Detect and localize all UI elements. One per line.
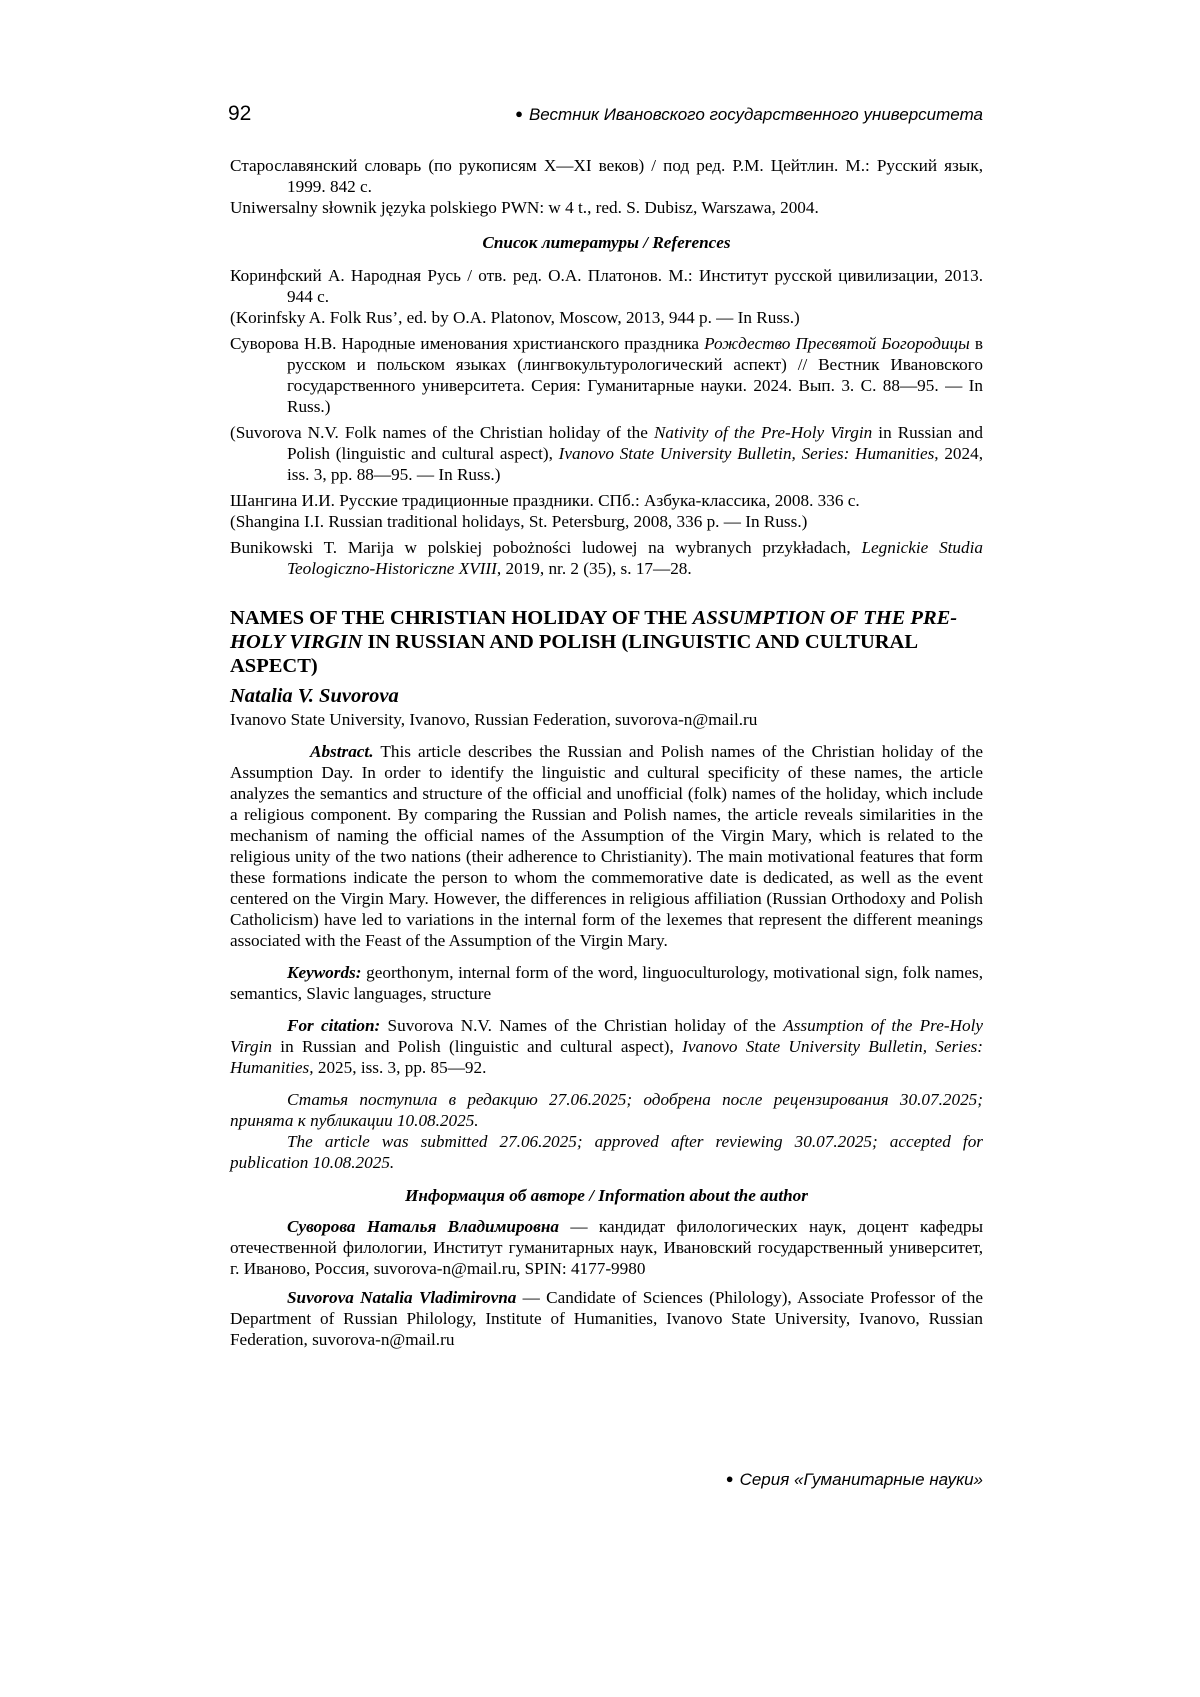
author-bio-ru: Суворова Наталья Владимировна — кандидат филологических наук, доцент кафедры отечественной филологии, Институт гуманитарных наук, Ивановский государственный университет, г. Иваново, Россия, suvorova-n@mail.ru, SPIN: 4177-9980 [230, 1216, 983, 1279]
reference-item: Шангина И.И. Русские традиционные праздники. СПб.: Азбука-классика, 2008. 336 с. [230, 490, 983, 511]
reference-item: Суворова Н.В. Народные именования христианского праздника Рождество Пресвятой Богородицы в русском и польском языках (лингвокультурологический аспект) // Вестник Ивановского государственного университета. Серия: Гуманитарные науки. 2024. Вып. 3. С. 88—95. — In Russ.) [230, 333, 983, 417]
abstract: Abstract. This article describes the Russian and Polish names of the Christian holiday of the Assumption Day. In order to identify the linguistic and cultural specificity of these names, the article analyzes the semantics and structure of the official and unofficial (folk) names of the holiday, which include a religious component. By comparing the Russian and Polish names, the article reveals similarities in the mechanism of naming the official names of the Assumption of the Virgin Mary, which is related to the religious unity of the two nations (their adherence to Christianity). The main motivational features that form these formations indicate the person to whom the commemorative date is dedicated, as well as the event centered on the Virgin Mary. However, the differences in religious affiliation (Russian Orthodoxy and Polish Catholicism) have led to variations in the internal form of the lexemes that represent the different meanings associated with the Feast of the Assumption of the Virgin Mary. [230, 741, 983, 951]
journal-title [515, 105, 983, 125]
dates-ru: Статья поступила в редакцию 27.06.2025; одобрена после рецензирования 30.07.2025; принята к публикации 10.08.2025. [230, 1089, 983, 1131]
reference-item: Коринфский А. Народная Русь / отв. ред. О.А. Платонов. М.: Институт русской цивилизации, 2013. 944 с. [230, 265, 983, 307]
reference-translation: (Shangina I.I. Russian traditional holidays, St. Petersburg, 2008, 336 p. — In Russ.) [230, 511, 983, 532]
source-item: Uniwersalny słownik języka polskiego PWN: w 4 t., red. S. Dubisz, Warszawa, 2004. [230, 197, 983, 218]
references-list [230, 265, 983, 579]
article-title: NAMES OF THE CHRISTIAN HOLIDAY OF THE ASSUMPTION OF THE PRE-HOLY VIRGIN IN RUSSIAN AND POLISH (LINGUISTIC AND CULTURAL ASPECT) [230, 606, 983, 678]
page-header [228, 102, 983, 132]
page-number: 92 [228, 102, 251, 126]
author-affiliation: Ivanovo State University, Ivanovo, Russian Federation, suvorova-n@mail.ru [230, 709, 983, 730]
reference-translation: (Korinfsky A. Folk Rus’, ed. by O.A. Platonov, Moscow, 2013, 944 p. — In Russ.) [230, 307, 983, 328]
reference-item: Bunikowski T. Marija w polskiej pobożności ludowej na wybranych przykładach, Legnickie Studia Teologiczno-Historiczne XVIII, 2019, nr. 2 (35), s. 17—28. [230, 537, 983, 579]
dates-en: The article was submitted 27.06.2025; approved after reviewing 30.07.2025; accepted for publication 10.08.2025. [230, 1131, 983, 1173]
author-name: Natalia V. Suvorova [230, 683, 983, 709]
series-title: Серия «Гуманитарные науки» [740, 1470, 983, 1489]
references-heading: Список литературы / References [230, 232, 983, 253]
journal-title-text: Вестник Ивановского государственного университета [529, 105, 983, 124]
reference-translation: (Suvorova N.V. Folk names of the Christian holiday of the Nativity of the Pre-Holy Virgin in Russian and Polish (linguistic and cultural aspect), Ivanovo State University Bulletin, Series: Humanities, 2024, iss. 3, pp. 88—95. — In Russ.) [230, 422, 983, 485]
citation: For citation: Suvorova N.V. Names of the Christian holiday of the Assumption of the Pre-Holy Virgin in Russian and Polish (linguistic and cultural aspect), Ivanovo State University Bulletin, Series: Humanities, 2025, iss. 3, pp. 85—92. [230, 1015, 983, 1078]
source-item: Старославянский словарь (по рукописям X—XI веков) / под ред. Р.М. Цейтлин. М.: Русский язык, 1999. 842 с. [230, 155, 983, 197]
bullet-icon: ● [515, 106, 523, 121]
page-content [230, 155, 983, 1350]
keywords: Keywords: georthonym, internal form of the word, linguoculturology, motivational sign, folk names, semantics, Slavic languages, structure [230, 962, 983, 1004]
bullet-icon: ● [726, 1471, 734, 1486]
author-info-heading: Информация об авторе / Information about the author [230, 1185, 983, 1206]
submission-dates [230, 1089, 983, 1173]
page-footer [726, 1470, 983, 1490]
source-list [230, 155, 983, 218]
author-bio-en: Suvorova Natalia Vladimirovna — Candidate of Sciences (Philology), Associate Professor of the Department of Russian Philology, Institute of Humanities, Ivanovo State University, Ivanovo, Russian Federation, suvorova-n@mail.ru [230, 1287, 983, 1350]
